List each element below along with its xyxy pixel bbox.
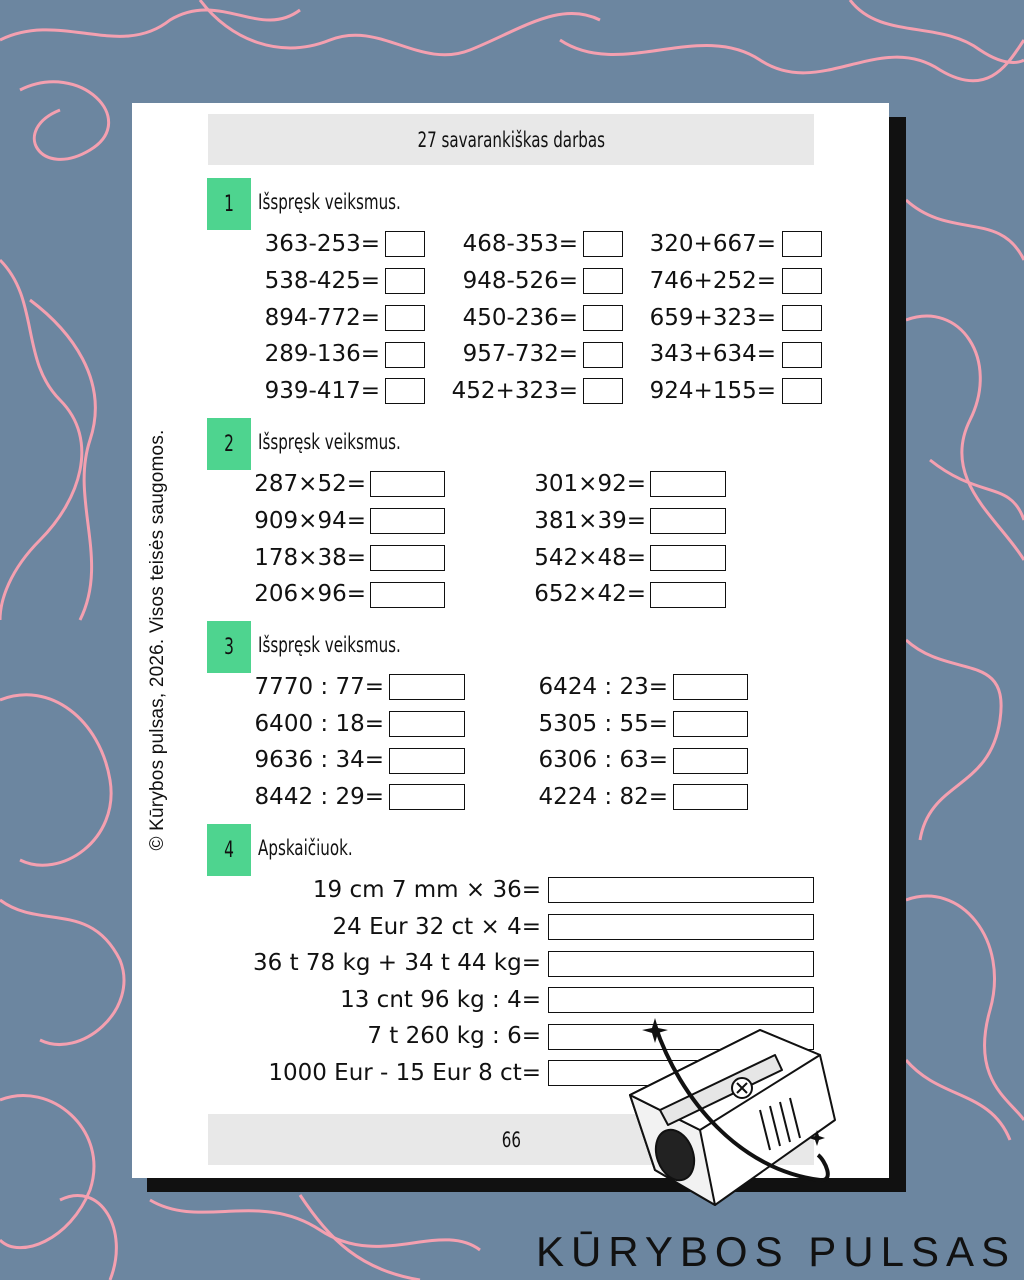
- task-3-expression: 8442 : 29=: [254, 784, 384, 810]
- task-2-expression: 652×42=: [534, 581, 646, 607]
- task-4-expression: 24 Eur 32 ct × 4=: [332, 914, 541, 940]
- answer-box[interactable]: [673, 711, 748, 737]
- task-3-expression: 6400 : 18=: [254, 711, 384, 737]
- task-3-expression: 7770 : 77=: [254, 674, 384, 700]
- answer-box-wide[interactable]: [548, 914, 814, 940]
- page-number: 66: [501, 1127, 521, 1152]
- answer-box[interactable]: [389, 711, 465, 737]
- task-1-expression: 468-353=: [462, 231, 578, 257]
- task-4-instruction: Apskaičiuok.: [258, 836, 353, 860]
- task-3-expression: 6306 : 63=: [538, 747, 668, 773]
- task-1-instruction: Išspręsk veiksmus.: [258, 190, 401, 214]
- answer-box[interactable]: [583, 231, 623, 257]
- task-2-badge: 2: [207, 418, 251, 470]
- task-1-expression: 746+252=: [649, 268, 776, 294]
- answer-box[interactable]: [782, 268, 822, 294]
- task-1-expression: 939-417=: [264, 378, 380, 404]
- task-1-expression: 924+155=: [649, 378, 776, 404]
- answer-box[interactable]: [389, 748, 465, 774]
- task-1-expression: 452+323=: [451, 378, 578, 404]
- answer-box[interactable]: [583, 342, 623, 368]
- task-2-expression: 301×92=: [534, 471, 646, 497]
- task-4-expression: 13 cnt 96 kg : 4=: [340, 987, 541, 1013]
- answer-box[interactable]: [370, 582, 445, 608]
- task-1-expression: 538-425=: [264, 268, 380, 294]
- task-2-expression: 381×39=: [534, 508, 646, 534]
- answer-box[interactable]: [385, 378, 425, 404]
- answer-box[interactable]: [385, 342, 425, 368]
- task-3-expression: 5305 : 55=: [538, 711, 668, 737]
- answer-box[interactable]: [583, 268, 623, 294]
- copyright-notice: © Kūrybos pulsas, 2026. Visos teisės saugomos.: [147, 429, 168, 851]
- task-4-expression: 36 t 78 kg + 34 t 44 kg=: [253, 950, 541, 976]
- answer-box[interactable]: [782, 378, 822, 404]
- task-1-expression: 450-236=: [462, 305, 578, 331]
- answer-box[interactable]: [782, 342, 822, 368]
- task-2-expression: 542×48=: [534, 545, 646, 571]
- task-2-expression: 178×38=: [254, 545, 366, 571]
- answer-box-wide[interactable]: [548, 951, 814, 977]
- answer-box[interactable]: [650, 582, 726, 608]
- answer-box[interactable]: [782, 305, 822, 331]
- answer-box[interactable]: [673, 674, 748, 700]
- task-2-expression: 287×52=: [254, 471, 366, 497]
- task-1-expression: 343+634=: [649, 341, 776, 367]
- task-4-badge: 4: [207, 824, 251, 876]
- task-4-expression: 1000 Eur - 15 Eur 8 ct=: [268, 1060, 541, 1086]
- answer-box[interactable]: [673, 784, 748, 810]
- answer-box[interactable]: [583, 305, 623, 331]
- task-1-expression: 894-772=: [264, 305, 380, 331]
- answer-box[interactable]: [583, 378, 623, 404]
- task-1-expression: 320+667=: [649, 231, 776, 257]
- answer-box[interactable]: [370, 471, 445, 497]
- answer-box[interactable]: [673, 748, 748, 774]
- answer-box[interactable]: [370, 545, 445, 571]
- task-2-expression: 206×96=: [254, 581, 366, 607]
- answer-box[interactable]: [385, 231, 425, 257]
- page-title-bar: [208, 114, 814, 165]
- answer-box[interactable]: [782, 231, 822, 257]
- task-4-expression: 19 cm 7 mm × 36=: [312, 877, 541, 903]
- page-title: 27 savarankiškas darbas: [417, 127, 605, 152]
- brand-logo-text: KŪRYBOS PULSAS: [535, 1228, 1016, 1275]
- task-1-expression: 659+323=: [649, 305, 776, 331]
- answer-box[interactable]: [370, 508, 445, 534]
- task-3-instruction: Išspręsk veiksmus.: [258, 633, 401, 657]
- task-1-expression: 289-136=: [264, 341, 380, 367]
- task-2-instruction: Išspręsk veiksmus.: [258, 430, 401, 454]
- task-1-expression: 363-253=: [264, 231, 380, 257]
- task-1-badge: 1: [207, 178, 251, 230]
- answer-box[interactable]: [389, 674, 465, 700]
- answer-box[interactable]: [385, 268, 425, 294]
- task-3-badge: 3: [207, 621, 251, 673]
- task-1-expression: 948-526=: [462, 268, 578, 294]
- answer-box[interactable]: [385, 305, 425, 331]
- answer-box[interactable]: [650, 471, 726, 497]
- task-1-expression: 957-732=: [462, 341, 578, 367]
- answer-box[interactable]: [389, 784, 465, 810]
- task-3-expression: 9636 : 34=: [254, 747, 384, 773]
- answer-box-wide[interactable]: [548, 877, 814, 903]
- pencil-sharpener-icon: [620, 1010, 840, 1210]
- task-2-expression: 909×94=: [254, 508, 366, 534]
- task-4-expression: 7 t 260 kg : 6=: [367, 1023, 541, 1049]
- answer-box[interactable]: [650, 545, 726, 571]
- task-3-expression: 6424 : 23=: [538, 674, 668, 700]
- task-3-expression: 4224 : 82=: [538, 784, 668, 810]
- answer-box[interactable]: [650, 508, 726, 534]
